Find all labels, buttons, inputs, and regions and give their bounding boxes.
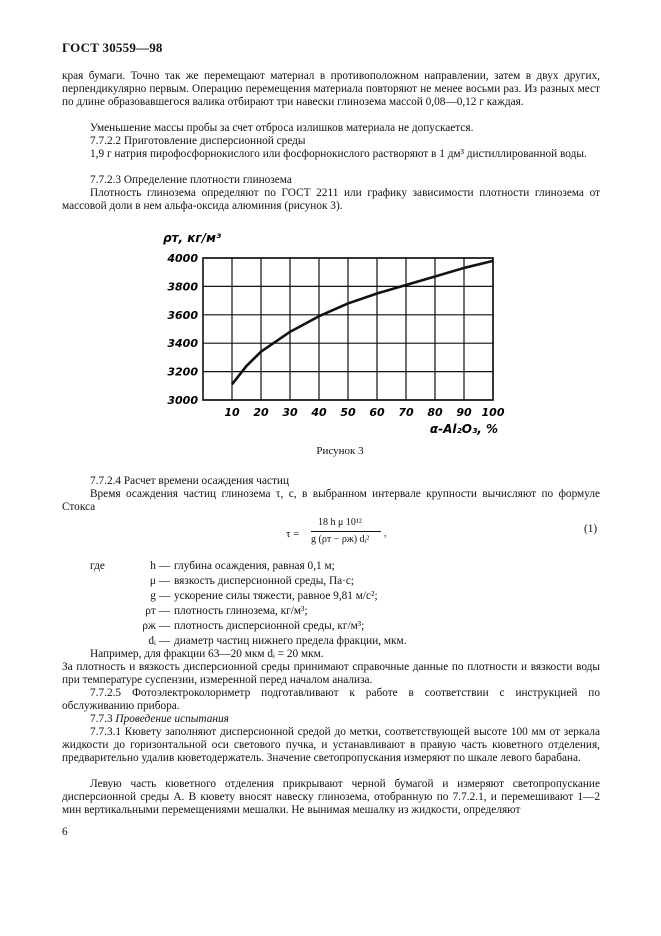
x-axis-label: α-Al₂O₃, % [429,422,498,436]
y-tick-label: 3800 [167,280,198,294]
y-tick-label: 3000 [167,394,198,407]
x-tick-label: 40 [311,406,327,419]
formula-denominator: g (ρт − ρж) dᵢ² [311,534,370,545]
x-tick-label: 20 [253,406,269,419]
y-tick-label: 4000 [167,252,198,265]
density-curve [232,261,493,385]
section-7-7-3 [62,713,600,726]
equation-number: (1) [584,523,598,535]
def-symbol: g — [150,590,170,602]
y-tick-label: 3200 [167,365,198,379]
paragraph-cuvette: Левую часть кюветного отделения прикрывают черной бумагой и измеряют светопропускание дисперсионной среды А. В кювету вносят навеску глинозема, отобранную по 7.7.2.1, и перемешивают 1—2 мин вертикальными перемещениями мешалки. Не вынимая мешалку из жидкости, определяют [62,778,600,816]
x-tick-label: 10 [224,406,240,419]
where-label: где [90,560,105,572]
paragraph-mass-reduction: Уменьшение массы пробы за счет отброса излишков материала не допускается. [90,122,474,134]
paragraph-dispersion-medium: 1,9 г натрия пирофосфорнокислого или фосфорнокислого растворяют в 1 дм³ дистиллированной воды. [90,148,587,160]
def-symbol: ρт — [145,605,170,617]
density-chart [150,222,520,442]
paragraph-settling-time: Время осаждения частиц глинозема τ, с, в выбранном интервале крупности вычисляют по формуле Стокса [62,488,600,513]
y-axis-label: ρт, кг/м³ [163,231,222,245]
x-tick-label: 100 [481,406,505,419]
def-text: плотность дисперсионной среды, кг/м³; [174,620,365,632]
document-header: ГОСТ 30559—98 [62,40,163,55]
def-text: ускорение силы тяжести, равное 9,81 м/с²; [174,590,378,602]
y-tick-label: 3400 [167,337,198,351]
def-text: диаметр частиц нижнего предела фракции, мкм. [174,635,407,647]
def-text: вязкость дисперсионной среды, Па·с; [174,575,355,587]
x-tick-label: 50 [340,406,356,419]
y-tick-label: 3600 [167,308,198,322]
paragraph-material-mixing: края бумаги. Точно так же перемещают материал в противоположном направлении, затем в двух других, перпендикулярно первым. Операцию перемещения материала повторяют не менее восьми раз. Из разных мест по длине образовавшегося валика отбирают три навески глинозема массой 0,08—0,12 г каждая. [62,70,600,108]
x-tick-label: 90 [456,406,472,419]
section-7-7-2-4: 7.7.2.4 Расчет времени осаждения частиц [90,475,290,487]
fraction-bar [311,531,381,532]
figure-caption: Рисунок 3 [316,445,364,457]
formula-trail: , [384,528,387,539]
section-7-7-2-3: 7.7.2.3 Определение плотности глинозема [90,174,292,186]
x-tick-label: 70 [398,406,414,419]
paragraph-reference-data: За плотность и вязкость дисперсионной среды принимают справочные данные по плотности и вязкости воды при температуре суспензии, измеренной перед началом анализа. [62,661,600,686]
paragraph-density: Плотность глинозема определяют по ГОСТ 2211 или графику зависимости плотности глинозема от массовой доли в нем альфа-оксида алюминия (рисунок 3). [62,187,600,212]
section-7-7-3-title: Проведение испытания [115,713,229,725]
page-number: 6 [62,826,68,838]
paragraph-7-7-3-1: 7.7.3.1 Кювету заполняют дисперсионной средой до метки, соответствующей высоте 100 мм от зеркала жидкости до горизонтальной оси светового пучка, и устанавливают в правую часть кюветного отделения, предварительно удалив кюветодержатель. Значение светопропускания измеряют по шкале левого барабана. [62,726,600,764]
x-tick-label: 30 [282,406,298,419]
def-symbol: dᵢ — [148,635,170,647]
formula-numerator: 18 h μ 10¹² [318,517,362,528]
x-tick-label: 80 [427,406,443,419]
def-symbol: ρж — [142,620,170,632]
x-tick-label: 60 [369,406,385,419]
def-symbol: μ — [149,575,170,587]
paragraph-example: Например, для фракции 63—20 мкм dᵢ = 20 мкм. [90,648,324,660]
section-7-7-2-2: 7.7.2.2 Приготовление дисперсионной среды [90,135,306,147]
def-symbol: h — [150,560,170,572]
paragraph-7-7-2-5: 7.7.2.5 Фотоэлектроколориметр подготавливают к работе в соответствии с инструкцией по обслуживанию прибора. [62,687,600,712]
section-7-7-3-number: 7.7.3 [90,713,113,725]
def-text: глубина осаждения, равная 0,1 м; [174,560,335,572]
def-text: плотность глинозема, кг/м³; [174,605,308,617]
formula-lhs: τ = [286,528,300,540]
